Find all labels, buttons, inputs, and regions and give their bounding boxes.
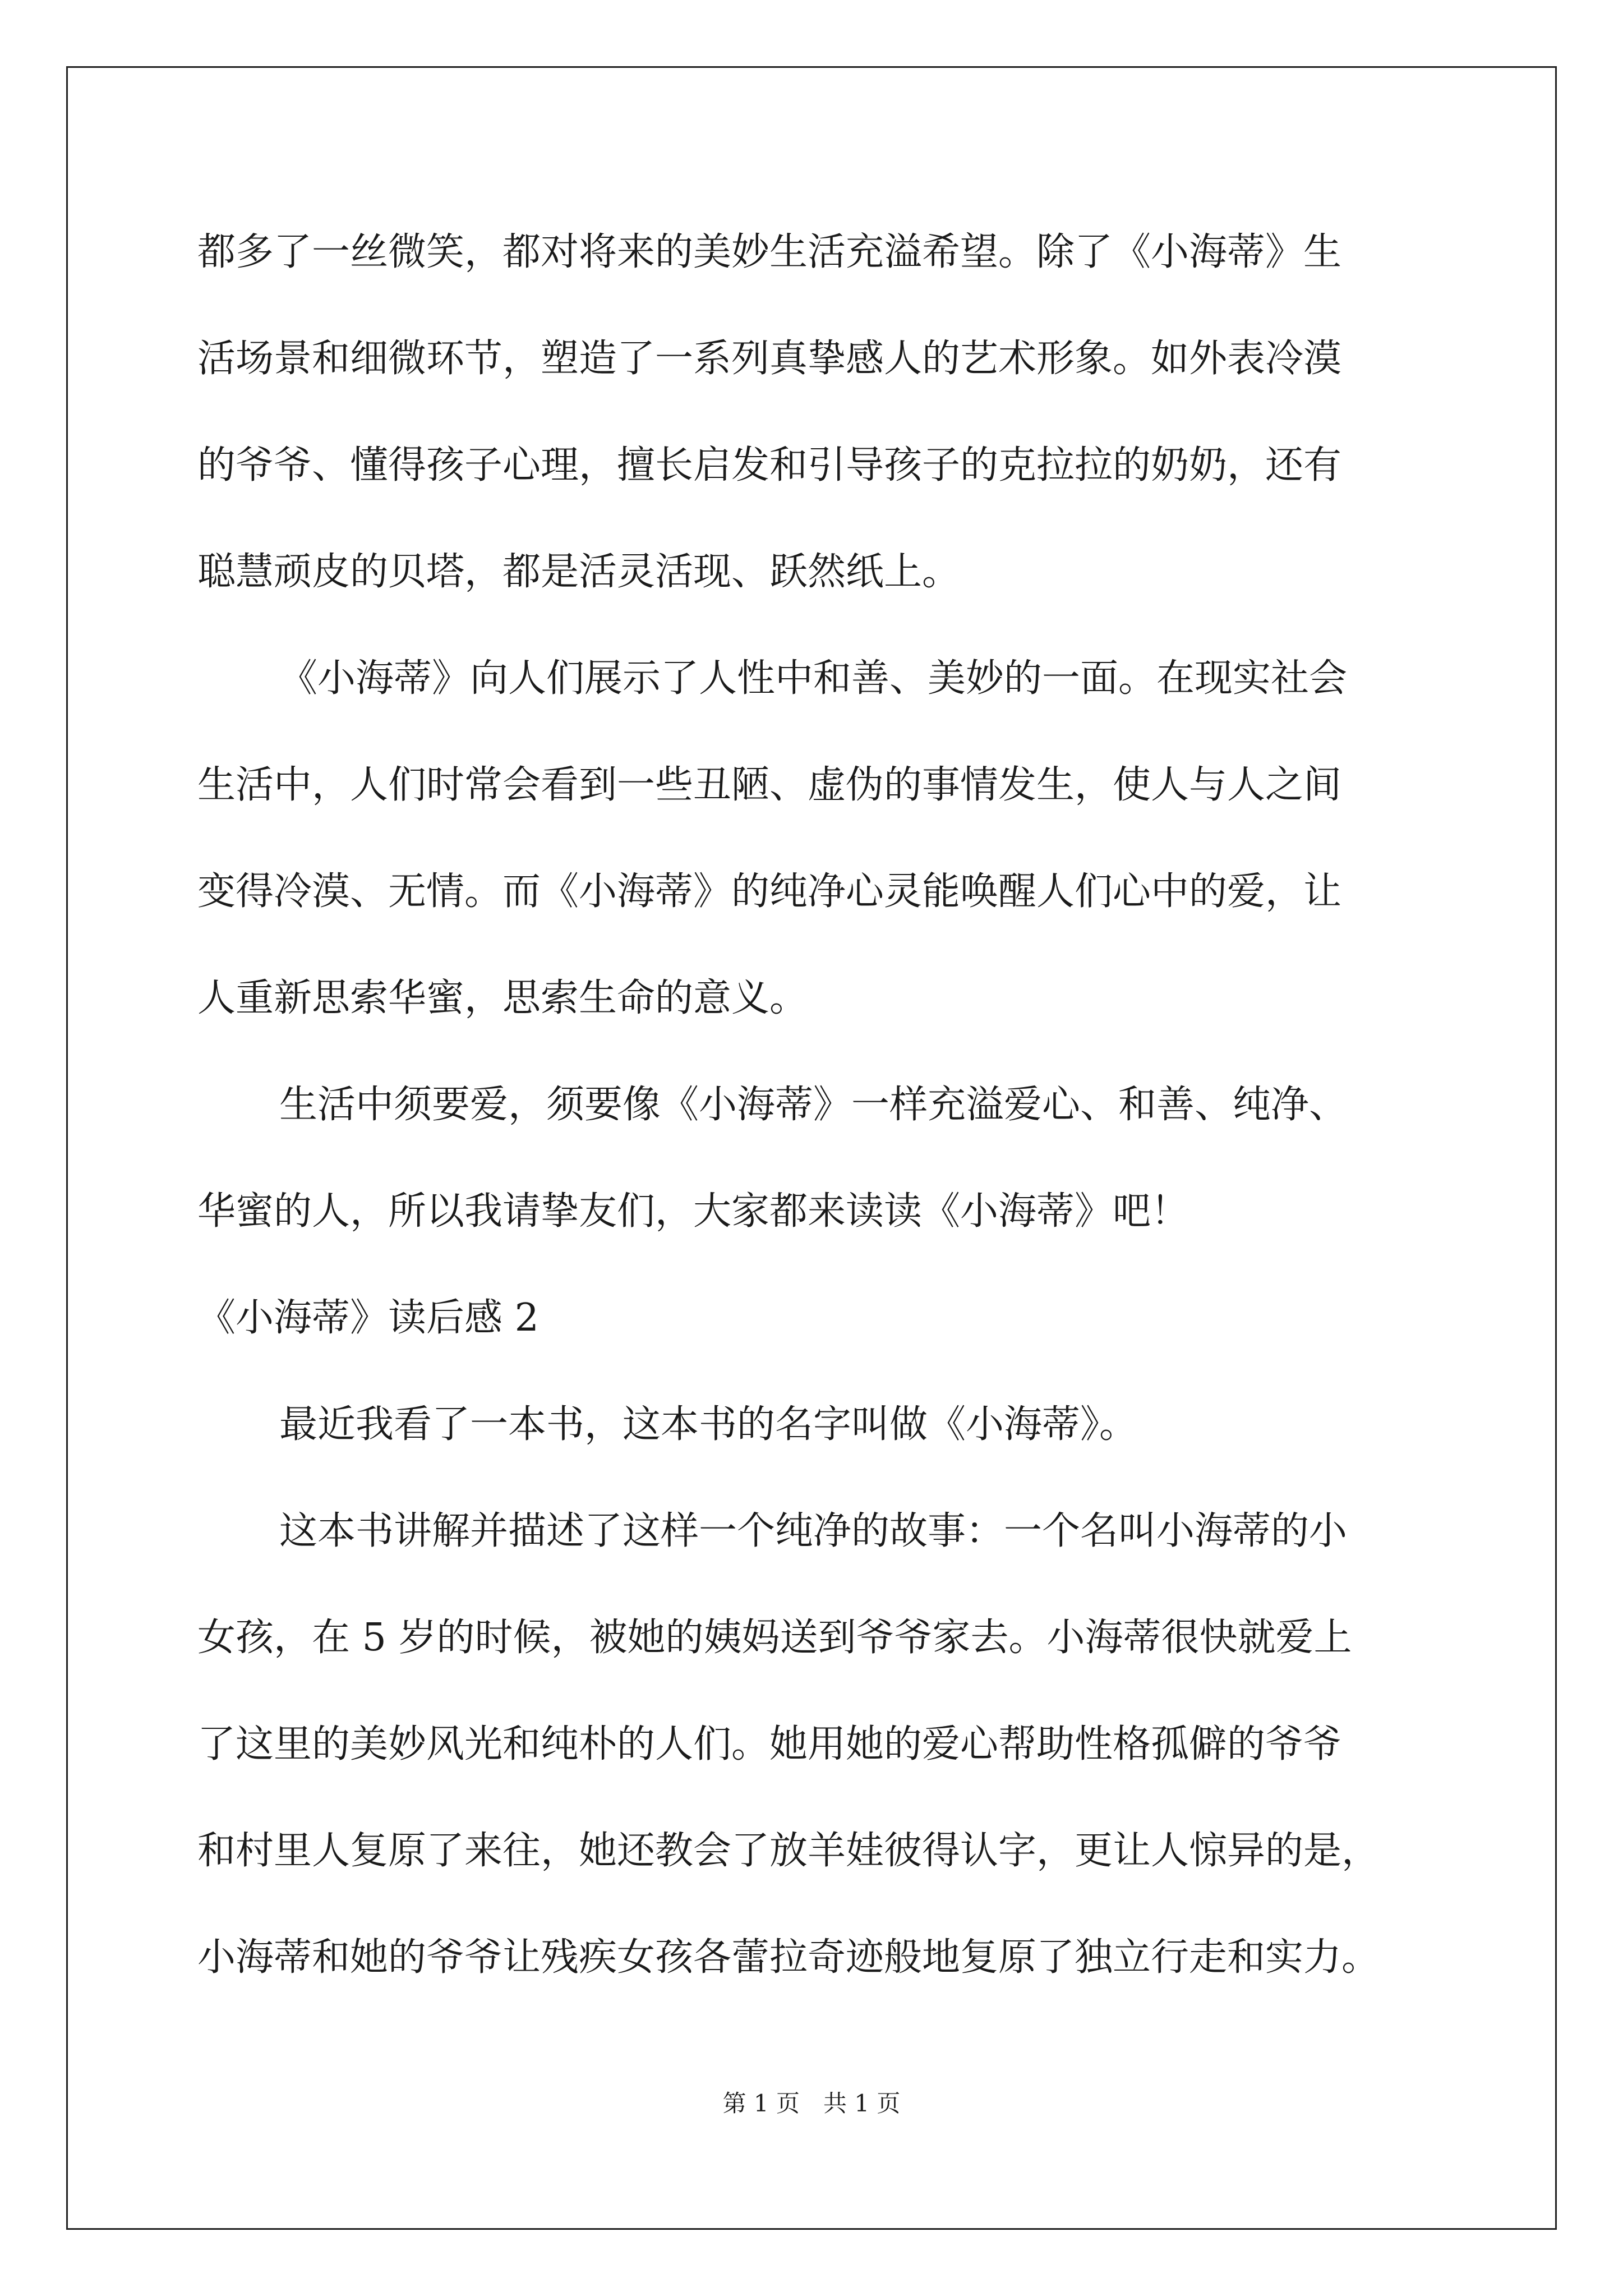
text-line-17: 小海蒂和她的爷爷让残疾女孩各蕾拉奇迹般地复原了独立行走和实力。 [197, 1935, 1380, 1980]
text-line-16: 和村里人复原了来往，她还教会了放羊娃彼得认字，更让人惊异的是， [197, 1829, 1380, 1873]
text-line-15: 了这里的美妙风光和纯朴的人们。她用她的爱心帮助性格孤僻的爷爷 [197, 1722, 1342, 1766]
document-body [197, 222, 1426, 2033]
text-line-2: 活场景和细微环节，塑造了一系列真挚感人的艺术形象。如外表冷漠 [197, 337, 1342, 381]
text-line-13: 这本书讲解并描述了这样一个纯净的故事：一个名叫小海蒂的小 [279, 1509, 1348, 1553]
page-number-label: 第 1 页 共 1 页 [722, 2090, 901, 2117]
text-line-10: 华蜜的人，所以我请挚友们，大家都来读读《小海蒂》吧！ [197, 1189, 1189, 1234]
text-line-6: 生活中，人们时常会看到一些丑陋、虚伪的事情发生，使人与人之间 [197, 763, 1342, 807]
text-line-7: 变得冷漠、无情。而《小海蒂》的纯净心灵能唤醒人们心中的爱，让 [197, 869, 1342, 914]
text-line-3: 的爷爷、懂得孩子心理，擅长启发和引导孩子的克拉拉的奶奶，还有 [197, 443, 1342, 487]
text-line-4: 聪慧顽皮的贝塔，都是活灵活现、跃然纸上。 [197, 550, 961, 594]
section-heading: 《小海蒂》读后感 2 [197, 1296, 539, 1340]
text-line-5: 《小海蒂》向人们展示了人性中和善、美妙的一面。在现实社会 [279, 656, 1348, 701]
text-line-9: 生活中须要爱，须要像《小海蒂》一样充溢爱心、和善、纯净、 [279, 1083, 1348, 1127]
text-line-1: 都多了一丝微笑，都对将来的美妙生活充溢希望。除了《小海蒂》生 [197, 230, 1342, 274]
text-line-14: 女孩，在 5 岁的时候，被她的姨妈送到爷爷家去。小海蒂很快就爱上 [197, 1616, 1352, 1660]
text-line-8: 人重新思索华蜜，思索生命的意义。 [197, 976, 808, 1020]
text-line-12: 最近我看了一本书，这本书的名字叫做《小海蒂》。 [279, 1402, 1138, 1447]
page-footer [0, 2087, 1623, 2120]
